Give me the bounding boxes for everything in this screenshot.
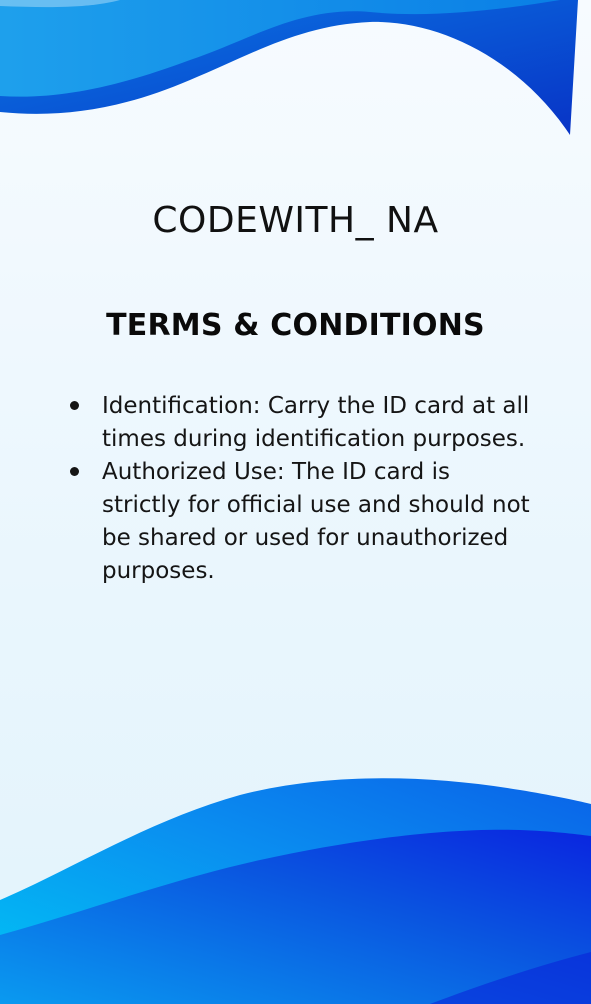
- brand-name: CODEWITH_ NA: [152, 200, 439, 241]
- bullet-icon: [70, 467, 79, 476]
- term-text: Identification: Carry the ID card at all times during identification purposes.: [102, 393, 530, 452]
- list-item: [70, 456, 530, 588]
- terms-heading: TERMS & CONDITIONS: [106, 308, 485, 343]
- terms-list: [70, 390, 530, 588]
- top-wave-decoration: [0, 0, 591, 145]
- term-text: Authorized Use: The ID card is strictly for official use and should not be shared or used for unauthorized purposes.: [102, 459, 530, 584]
- bullet-icon: [70, 401, 79, 410]
- bottom-wave-decoration: [0, 760, 591, 1004]
- list-item: [70, 390, 530, 456]
